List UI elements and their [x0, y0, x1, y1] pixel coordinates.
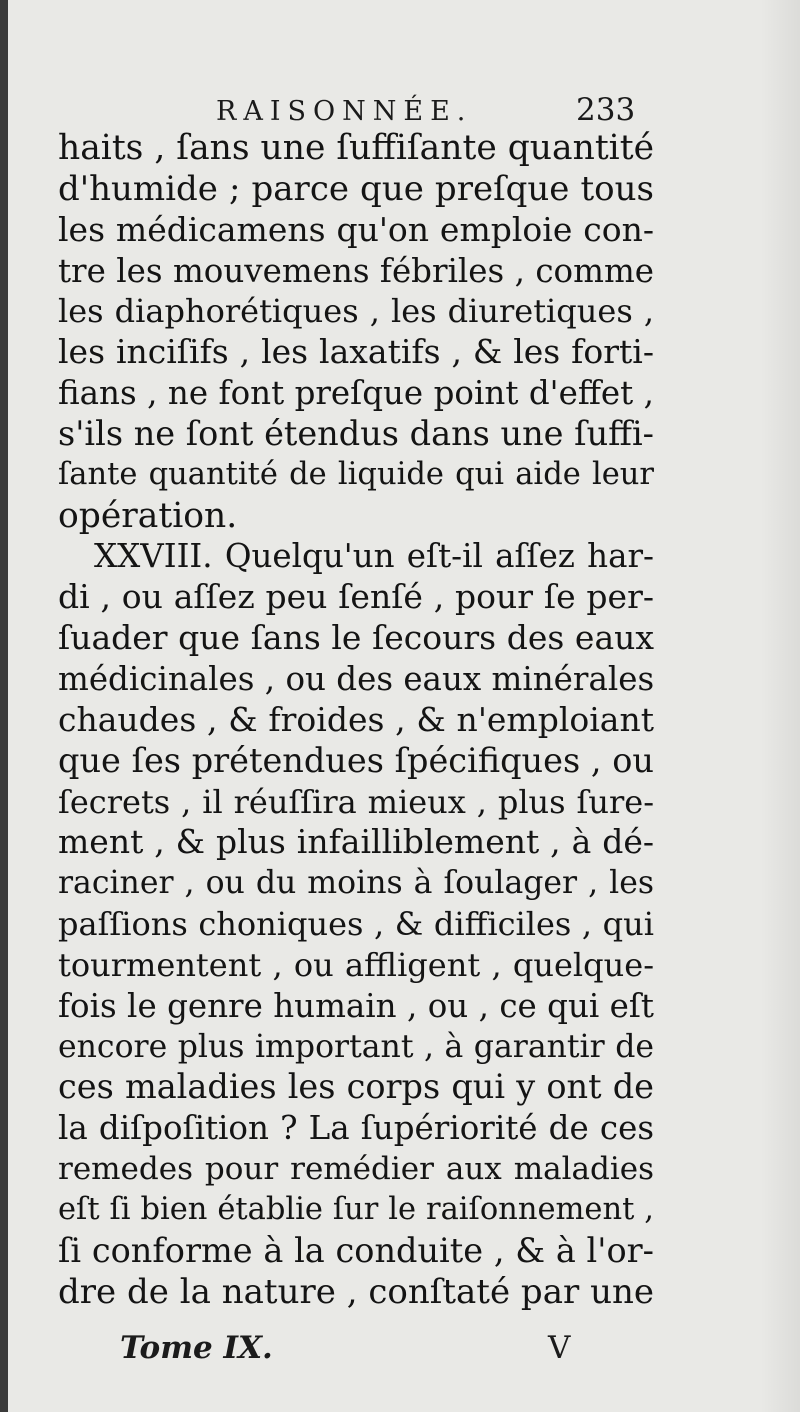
text-line: raciner , ou du moins à ſoulager , les	[58, 865, 654, 902]
text-line: la diſpoſition ? La ſupériorité de ces	[58, 1109, 654, 1148]
text-line: ſuader que ſans le ſecours des eaux	[58, 618, 654, 658]
body-text	[58, 128, 654, 1312]
text-line: les médicamens qu'on emploie con-	[58, 209, 654, 249]
text-line: d'humide ; parce que preſque tous	[58, 168, 654, 209]
text-line: dre de la nature , conſtaté par une	[58, 1271, 654, 1312]
text-line: ſecrets , il réuſſira mieux , plus ſure-	[58, 782, 654, 821]
page-number: 233	[576, 92, 636, 128]
running-head	[8, 92, 800, 132]
text-line: chaudes , & froides , & n'emploiant	[58, 699, 654, 739]
book-page	[8, 0, 800, 1412]
text-line: ſi conforme à la conduite , & à l'or-	[58, 1230, 654, 1270]
text-line: encore plus important , à garantir de	[58, 1028, 654, 1065]
page-footer	[8, 1330, 800, 1374]
text-line: eſt ſi bien établie ſur le raiſonnement ,	[58, 1191, 654, 1227]
running-head-title: RAISONNÉE.	[216, 96, 473, 127]
text-line: que ſes prétendues ſpécifiques , ou	[58, 740, 654, 780]
text-line: fians , ne font preſque point d'effet ,	[58, 374, 654, 413]
page-edge-shadow	[760, 0, 800, 1412]
volume-signature: Tome IX.	[120, 1330, 273, 1366]
text-line: tre les mouvemens fébriles , comme	[58, 251, 654, 290]
paragraph-start-line: XXVIII. Quelqu'un eſt-il aſſez har-	[94, 537, 654, 576]
text-line: médicinales , ou des eaux minérales	[58, 659, 655, 698]
sheet-signature-letter: V	[548, 1330, 571, 1366]
text-line: remedes pour remédier aux maladies	[58, 1151, 654, 1188]
paragraph-end-line: opération.	[58, 495, 238, 536]
text-line: s'ils ne ſont étendus dans une ſuffi-	[58, 413, 654, 453]
text-line: di , ou aſſez peu ſenſé , pour ſe per-	[58, 577, 654, 617]
text-line: ment , & plus infailliblement , à dé-	[58, 822, 654, 862]
text-line: les diaphorétiques , les diuretiques ,	[58, 292, 654, 331]
text-line: tourmentent , ou affligent , quelque-	[58, 945, 654, 984]
text-line: les inciſifs , les laxatifs , & les forti-	[58, 332, 654, 372]
text-line: haits , ſans une ſuffiſante quantité	[58, 128, 654, 168]
text-line: paſſions choniques , & difficiles , qui	[58, 905, 654, 944]
text-line: ſante quantité de liquide qui aide leur	[58, 456, 654, 492]
text-line: ces maladies les corps qui y ont de	[58, 1067, 654, 1107]
text-line: fois le genre humain , ou , ce qui eſt	[58, 986, 654, 1025]
